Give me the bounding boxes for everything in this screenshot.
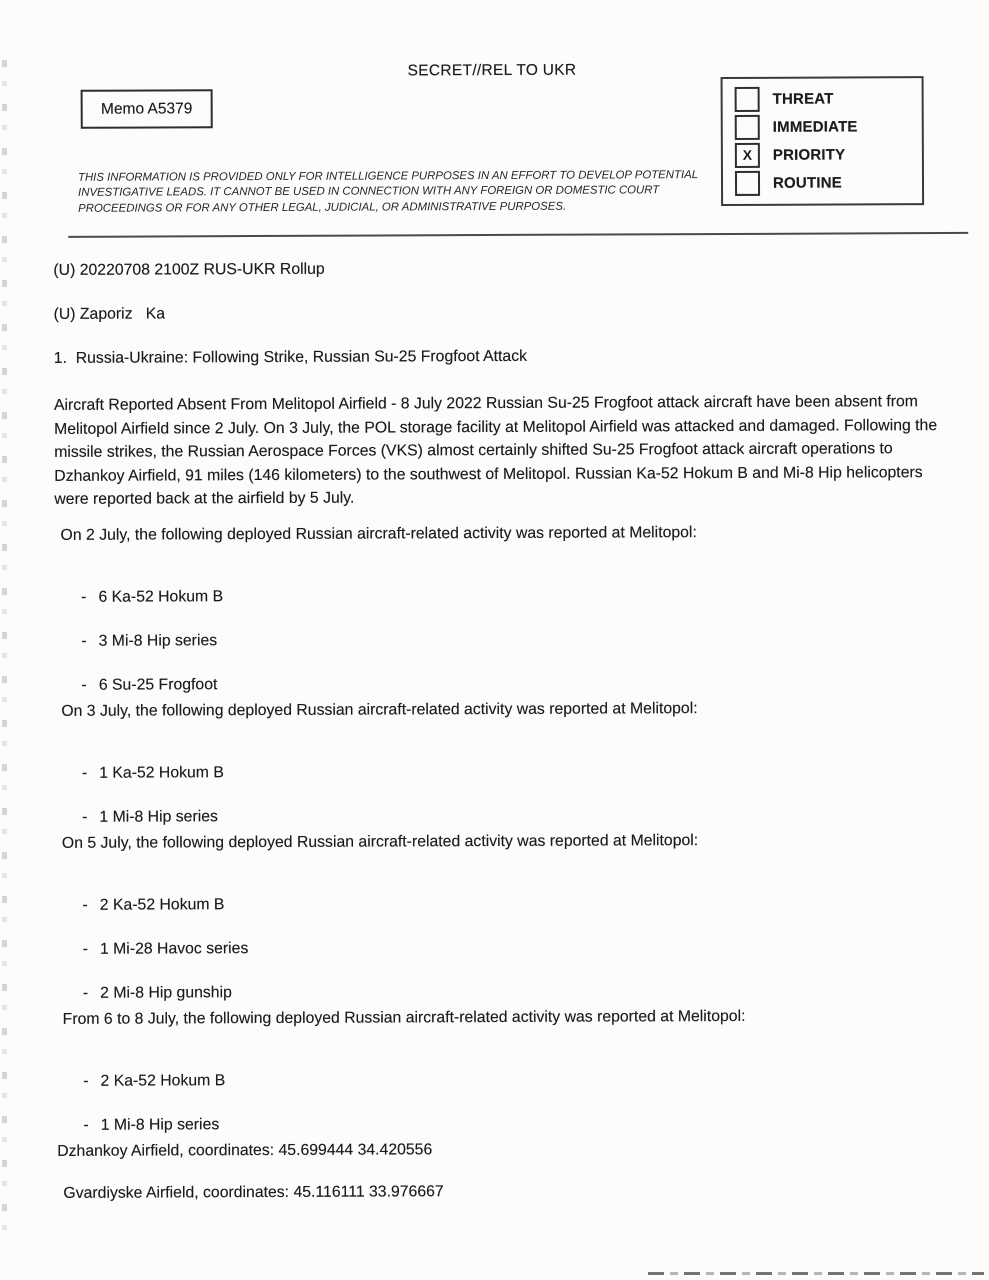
bullet-dash: -: [81, 588, 87, 606]
bullet-dash: -: [83, 1116, 89, 1134]
precedence-row-immediate: [735, 114, 922, 139]
precedence-row-priority: [735, 142, 922, 167]
precedence-row-threat: [735, 86, 922, 111]
bullet-dash: -: [82, 808, 88, 826]
aircraft-item: 6 Ka-52 Hokum B: [98, 588, 224, 606]
aircraft-item: 3 Mi-8 Hip series: [98, 632, 218, 650]
priority-label: PRIORITY: [772, 145, 846, 164]
bullet-dash: -: [81, 676, 87, 694]
header-divider: [68, 232, 968, 238]
gvardiyske-coordinates: Gvardiyske Airfield, coordinates: 45.116111 33.976667: [63, 1183, 444, 1202]
routine-label: ROUTINE: [772, 173, 842, 192]
report-intro-6-8-july: From 6 to 8 July, the following deployed Russian aircraft-related activity was reported at Melitopol:: [62, 1007, 746, 1028]
report-intro-2-july: On 2 July, the following deployed Russian aircraft-related activity was reported at Melitopol:: [60, 524, 697, 544]
disclaimer-text: THIS INFORMATION IS PROVIDED ONLY FOR INTELLIGENCE PURPOSES IN AN EFFORT TO DEVELOP POTENTIAL INVESTIGATIVE LEADS. IT CANNOT BE USED IN CONNECTION WITH ANY FOREIGN OR DOMESTIC COURT PROCEEDINGS OR FOR ANY OTHER LEGAL, JUDICIAL, OR ADMINISTRATIVE PURPOSES.: [77, 169, 698, 215]
aircraft-item: 1 Mi-8 Hip series: [99, 808, 218, 826]
aircraft-item: 1 Mi-8 Hip series: [100, 1116, 220, 1134]
summary-paragraph: Aircraft Reported Absent From Melitopol Airfield - 8 July 2022 Russian Su-25 Frogfoot attack aircraft have been absent from Melitopol Airfield since 2 July. On 3 July, the POL storage facility at Melitopol Airfield was attacked and damaged. Following the missile strikes, the Russian Aerospace Forces (VKS) almost certainly shifted Su-25 Frogfoot attack aircraft operations to Dzhankoy Airfield, 91 miles (146 kilometers) to the southwest of Melitopol. Russian Ka-52 Hokum B and Mi-8 Hip helicopters were reported back at the airfield by 5 July.: [53, 393, 938, 508]
bullet-dash: -: [81, 764, 88, 782]
bullet-dash: -: [82, 896, 88, 914]
precedence-row-routine: [735, 170, 922, 195]
precedence-panel: [721, 76, 925, 206]
threat-label: THREAT: [772, 90, 834, 108]
immediate-label: IMMEDIATE: [772, 117, 858, 136]
location-line: (U) Zaporiz Ka: [53, 305, 166, 323]
aircraft-item: 6 Su-25 Frogfoot: [98, 676, 218, 694]
scan-artifact-bottom: [648, 1272, 984, 1275]
bullet-dash: -: [83, 1072, 89, 1090]
memo-number-box: [81, 89, 213, 129]
section-heading: 1. Russia-Ukraine: Following Strike, Russian Su-25 Frogfoot Attack: [53, 347, 528, 367]
dzhankoy-coordinates: Dzhankoy Airfield, coordinates: 45.699444 34.420556: [57, 1141, 433, 1160]
subject-line: (U) 20220708 2100Z RUS-UKR Rollup: [53, 260, 325, 279]
routine-checkbox: [735, 170, 760, 195]
threat-checkbox: [735, 86, 760, 111]
priority-checkbox-checked: X: [735, 142, 760, 167]
immediate-checkbox: [735, 114, 760, 139]
memo-number: Memo A5379: [100, 99, 193, 118]
aircraft-item: 1 Ka-52 Hokum B: [99, 764, 224, 782]
aircraft-item: 2 Mi-8 Hip gunship: [100, 984, 232, 1002]
aircraft-item: 1 Mi-28 Havoc series: [99, 940, 249, 958]
aircraft-item: 2 Ka-52 Hokum B: [99, 896, 225, 914]
report-intro-3-july: On 3 July, the following deployed Russian aircraft-related activity was reported at Melitopol:: [61, 700, 698, 720]
report-intro-5-july: On 5 July, the following deployed Russian aircraft-related activity was reported at Melitopol:: [61, 832, 699, 852]
bullet-dash: -: [82, 940, 88, 958]
aircraft-item: 2 Ka-52 Hokum B: [100, 1072, 226, 1090]
classification-banner: SECRET//REL TO UKR: [407, 61, 577, 80]
bullet-dash: -: [82, 984, 89, 1002]
bullet-dash: -: [81, 632, 87, 650]
